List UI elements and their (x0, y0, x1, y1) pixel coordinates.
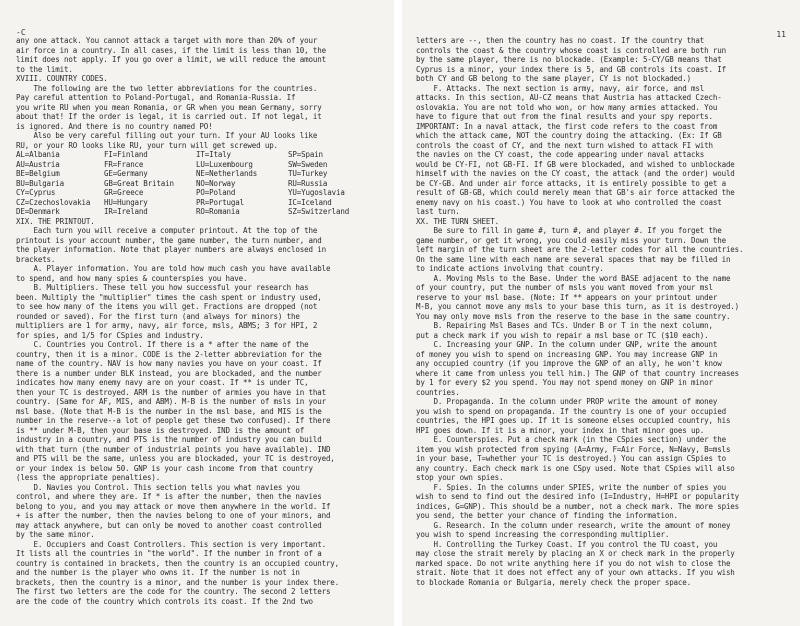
text-line: for spies, and 1/5 for CSpies and industry. (16, 330, 204, 340)
text-line: indicates how many enemy navy are on your coast. If ** is under TC, (16, 378, 309, 387)
text-line: then your TC is destroyed. ARM is the number of armies you have in that (16, 387, 326, 397)
text-line: any one attack. You cannot attack a target with more than 20% of your (16, 36, 318, 45)
text-line: which the attack came, NOT the country doing the attacking. (Ex: If GB (416, 131, 722, 140)
text-line: put a check mark if you wish to repair a msl base or TC ($10 each). (416, 330, 709, 340)
left-page (0, 0, 394, 626)
text-line: Be sure to fill in game #, turn #, and player #. If you forget the (416, 226, 722, 235)
text-line: brackets, then the country is a minor, and the number is your index there. (16, 577, 340, 587)
text-line: On the same line with each name are several spaces that may be filled in (416, 254, 731, 264)
text-line: indices, G=GNP). This should be a number, not a check mark. The more spies (416, 501, 740, 511)
text-line: item you wish protected from spying (A=Army, F=Air Force, N=Navy, B=msls (416, 444, 731, 454)
text-line: and the number is the player who owns it. If the number is not in (16, 568, 300, 577)
text-line: msl base. (Note that M-B is the number in the msl base, and MIS is the (16, 406, 322, 416)
country-code-entry: CY=Cyprus (16, 188, 56, 197)
text-line: result of GB-GB, which could merely mean that GB's air force attacked the (416, 188, 735, 197)
text-line: controls the coast of CY, and the next turn wished to attack FI with (416, 140, 713, 150)
text-line: multipliers are 1 for army, navy, air force, msls, ABMS; 3 for HPI, 2 (16, 321, 318, 330)
text-line: of your country, put the number of msls you want moved from your msl (416, 283, 713, 292)
text-line: about that! If the order is legal, it is carried out. If not legal, it (16, 112, 322, 121)
text-line: The following are the two letter abbreviations for the countries. (16, 83, 318, 93)
country-code-entry: BU=Bulgaria (16, 178, 65, 188)
text-line: country is contained in brackets, then the country is an occupied country, (16, 558, 340, 568)
text-line: game number, or get it wrong, you could easily miss your turn. Down the (416, 235, 726, 245)
text-line: would be CY-FI, not GB-FI. If GB were blockaded, and wished to unblockade (416, 159, 735, 169)
text-line: XIX. THE PRINTOUT. (16, 216, 95, 226)
text-line: Cyprus is a minor, your index there is 5, and GB controls its coast. If (416, 64, 726, 74)
text-line: brackets. (16, 254, 56, 264)
rules-section-turn-sheet (416, 36, 788, 587)
text-line: It lists all the countries in "the world". If the number in front of a (16, 549, 322, 558)
country-code-entry: AU=Austria (16, 159, 60, 169)
text-line: you write RU when you mean Romania, or GR when you mean Germany, sorry (16, 102, 322, 112)
text-line: IMPORTANT: In a naval attack, the first code refers to the coast from (416, 121, 718, 131)
page-number: 11 (776, 30, 786, 39)
country-code-entry: GR=Greece (104, 188, 144, 197)
text-line: oslovakia. You are not told who won, or how many armies attacked. You (416, 102, 718, 112)
text-line: the navies on the CY coast, the code appearing under naval attacks (416, 150, 705, 159)
text-line: you wish to spend on propaganda. If the country is one of your occupied (416, 406, 726, 416)
country-code-entry: LU=Luxembourg (196, 159, 253, 169)
text-line: printout is your account number, the game number, the turn number, and (16, 235, 322, 245)
text-line: country, then it is a minor. CODE is the 2-letter abbreviation for the (16, 349, 322, 359)
country-code-entry: SZ=Switzerland (288, 207, 350, 216)
text-line: F. Spies. In the columns under SPIES, write the number of spies you (416, 482, 726, 492)
country-code-entry: NO=Norway (196, 178, 236, 188)
country-code-entry: CZ=Czechoslovakia (16, 197, 91, 207)
country-code-entry: IR=Ireland (104, 207, 148, 216)
text-line: name of the country. NAV is how many navies you have on your coast. If (16, 359, 322, 368)
text-line: reserve to your msl base. (Note: If ** appears on your printout under (416, 292, 718, 302)
text-line: or your index is below 50. GNP is your cash income from that country (16, 463, 313, 473)
text-line: been. Multiply the "multiplier" times the cash spent or industry used, (16, 292, 322, 302)
text-line: the player information. Note that player numbers are always enclosed in (16, 245, 326, 254)
text-line: any country. Each check mark is one CSpy used. Note that CSpies will also (416, 463, 735, 473)
text-line: letters are --, then the country has no coast. If the country that (416, 36, 705, 45)
text-line: country. (Same for AF, MIS, and ABM). M-B is the number of msls in your (16, 397, 326, 406)
rules-section-top (16, 36, 382, 150)
text-line: Also be very careful filling out your turn. If your AU looks like (16, 131, 318, 140)
text-line: countries. (416, 387, 460, 397)
text-line: Pay careful attention to Poland-Portugal, and Romania-Russia. If (16, 93, 296, 102)
left-text-column (16, 36, 382, 606)
country-codes-table (16, 150, 382, 217)
text-line: with that turn (the number of industrial points you have available). IND (16, 444, 331, 454)
text-line: C. Increasing your GNP. In the column under GNP, write the amount (416, 340, 718, 349)
text-line: to blockade Romania or Bulgaria, merely check the proper space. (416, 577, 692, 587)
text-line: you wish to spend increasing the corresponding multiplier. (416, 530, 670, 539)
country-code-entry: SP=Spain (288, 150, 323, 159)
text-line: by 1 for every $2 you spend. You may not spend money on GNP in minor (416, 378, 713, 387)
text-line: G. Research. In the column under research, write the amount of money (416, 520, 731, 530)
text-line: may attack anywhere, but can only be moved to another coast controlled (16, 520, 322, 530)
text-line: Each turn you will receive a computer printout. At the top of the (16, 226, 318, 235)
text-line: by the same minor. (16, 530, 95, 539)
text-line: there is a number under BLK instead, you are blockaded, and the number (16, 368, 322, 378)
text-line: both CY and GB belong to the same player, CY is not blockaded.) (416, 74, 692, 83)
text-line: E. Counterspies. Put a check mark (in the CSpies section) under the (416, 435, 726, 444)
country-code-entry: IC=Iceland (288, 197, 332, 207)
text-line: air force in a country. In all cases, if the limit is less than 10, the (16, 45, 326, 55)
country-code-entry: HU=Hungary (104, 197, 148, 207)
text-line: to see how many of the items you will get. Fractions are dropped (not (16, 302, 318, 311)
text-line: is ** under M-B, then your base is destroyed. IND is the amount of (16, 425, 305, 435)
text-line: D. Propaganda. In the column under PROP write the amount of money (416, 397, 718, 406)
country-code-entry: RU=Russia (288, 178, 328, 188)
country-code-entry: DE=Denmark (16, 207, 60, 216)
country-code-entry: SW=Sweden (288, 159, 328, 169)
text-line: C. Countries you Control. If there is a * after the name of the (16, 340, 309, 349)
text-line: countries, the HPI goes up. If it is someone elses occupied country, his (416, 416, 731, 425)
text-line: (less the appropriate penalties). (16, 473, 161, 482)
country-code-entry: YU=Yugoslavia (288, 188, 345, 197)
text-line: attacks. In this section, AU-CZ means that Austria has attacked Czech- (416, 93, 722, 102)
text-line: where it came from unless you tell him.) The GNP of that country increases (416, 368, 740, 378)
text-line: A. Moving Msls to the Base. Under the word BASE adjacent to the name (416, 273, 731, 283)
rules-section-printout (16, 217, 382, 607)
text-line: controls the coast & the country whose coast is controlled are both run (416, 45, 726, 55)
text-line: limit does not apply. If you go over a limit, we will reduce the amount (16, 55, 326, 64)
text-line: are the code of the country which controls its coast. If the 2nd two (16, 596, 313, 606)
page-mark: -C (16, 28, 26, 37)
text-line: enemy navy on his coast.) You have to look at who controlled the coast (416, 197, 722, 207)
text-line: number in the reserve--a lot of people get these two confused). If there (16, 416, 331, 425)
text-line: B. Multipliers. These tell you how successful your research has (16, 283, 309, 292)
country-code-entry: BE=Belgium (16, 169, 60, 178)
country-code-entry: RO=Romania (196, 207, 240, 216)
text-line: industry in a country, and PTS is the number of industry you can build (16, 435, 322, 444)
country-code-entry: TU=Turkey (288, 169, 328, 178)
text-line: RU, or your RO looks like RU, your turn will get screwed up. (16, 140, 278, 150)
text-line: in your base, T=whether your TC is destroyed.) You can assign CSpies to (416, 454, 726, 463)
country-code-entry: PR=Portugal (196, 197, 245, 207)
country-code-entry: PO=Poland (196, 188, 236, 197)
country-code-entry: FR=France (104, 159, 144, 169)
country-code-entry: FI=Finland (104, 150, 148, 159)
text-line: A. Player information. You are told how much cash you have available (16, 264, 331, 273)
text-line: belong to you, and you may attack or move them anywhere in the world. If (16, 501, 331, 511)
text-line: F. Attacks. The next section is army, navy, air force, and msl (416, 83, 705, 93)
text-line: to spend, and how many spies & counterspies you have. (16, 273, 248, 283)
text-line: of money you wish to spend on increasing GNP. You may increase GNP in (416, 349, 718, 359)
text-line: D. Navies you Control. This section tells you what navies you (16, 482, 300, 492)
text-line: to the limit. (16, 64, 73, 74)
country-code-entry: NE=Netherlands (196, 169, 258, 178)
country-code-entry: GB=Great Britain (104, 178, 174, 188)
text-line: E. Occupiers and Coast Controllers. This section is very important. (16, 539, 326, 549)
text-line: B. Repairing Msl Bases and TCs. Under B or T in the next column, (416, 321, 713, 330)
text-line: XVIII. COUNTRY CODES. (16, 74, 108, 83)
text-line: is ignored. And there is no country named PO! (16, 121, 213, 131)
right-page (402, 0, 800, 626)
text-line: be CY-GB. And under air force attacks, it is entirely possible to get a (416, 178, 726, 188)
text-line: stop your own spies. (416, 473, 504, 482)
page-gutter (394, 0, 402, 626)
text-line: M-B, you cannot move any msls to your base this turn, as it is destroyed.) (416, 302, 740, 311)
text-line: marked space. Do not write anything here if you do not wish to close the (416, 558, 731, 568)
text-line: rounded or saved). For the first turn (and always for minors) the (16, 311, 300, 321)
country-code-entry: AL=Albania (16, 150, 60, 159)
text-line: H. Controlling the Turkey Coast. If you control the TU coast, you (416, 539, 718, 549)
text-line: HPI goes down. If it is a minor, your index in that minor goes up. (416, 425, 705, 435)
text-line: and PTS will be the same, unless you are blockaded, your TC is destroyed, (16, 454, 335, 463)
text-line: last turn. (416, 207, 460, 216)
country-code-entry: GE=Germany (104, 169, 148, 178)
text-line: you send, the better your chance of finding the information. (416, 511, 678, 520)
text-line: to indicate actions involving that country. (416, 264, 604, 273)
text-line: have to figure that out from the final results and your spy reports. (416, 112, 713, 121)
text-line: may close the strait merely by placing an X or check mark in the properly (416, 549, 735, 558)
text-line: wish to send to find out the desired info (I=Industry, H=HPI or popularity (416, 492, 740, 501)
text-line: by the same player, there is no blockade. (Example: 5-CY/GB means that (416, 55, 722, 64)
text-line: any occupied country (if you improve the GNP of an ally, he won't know (416, 359, 722, 368)
text-line: left margin of the turn sheet are the 2-letter codes for all the countries. (416, 245, 744, 254)
text-line: XX. THE TURN SHEET. (416, 216, 499, 226)
text-line: The first two letters are the code for the country. The second 2 letters (16, 587, 331, 596)
text-line: strait. Note that it does not effect any of your own attacks. If you wish (416, 568, 735, 577)
right-text-column (416, 36, 788, 587)
text-line: + is after the number, then the navies belong to one of your minors, and (16, 511, 331, 520)
text-line: himself with the navies on the CY coast, the attack (and the order) would (416, 169, 735, 178)
country-code-entry: IT=Italy (196, 150, 231, 159)
text-line: You may only move msls from the reserve to the base in the same country. (416, 311, 731, 321)
text-line: control, and where they are. If * is after the number, then the navies (16, 492, 322, 501)
